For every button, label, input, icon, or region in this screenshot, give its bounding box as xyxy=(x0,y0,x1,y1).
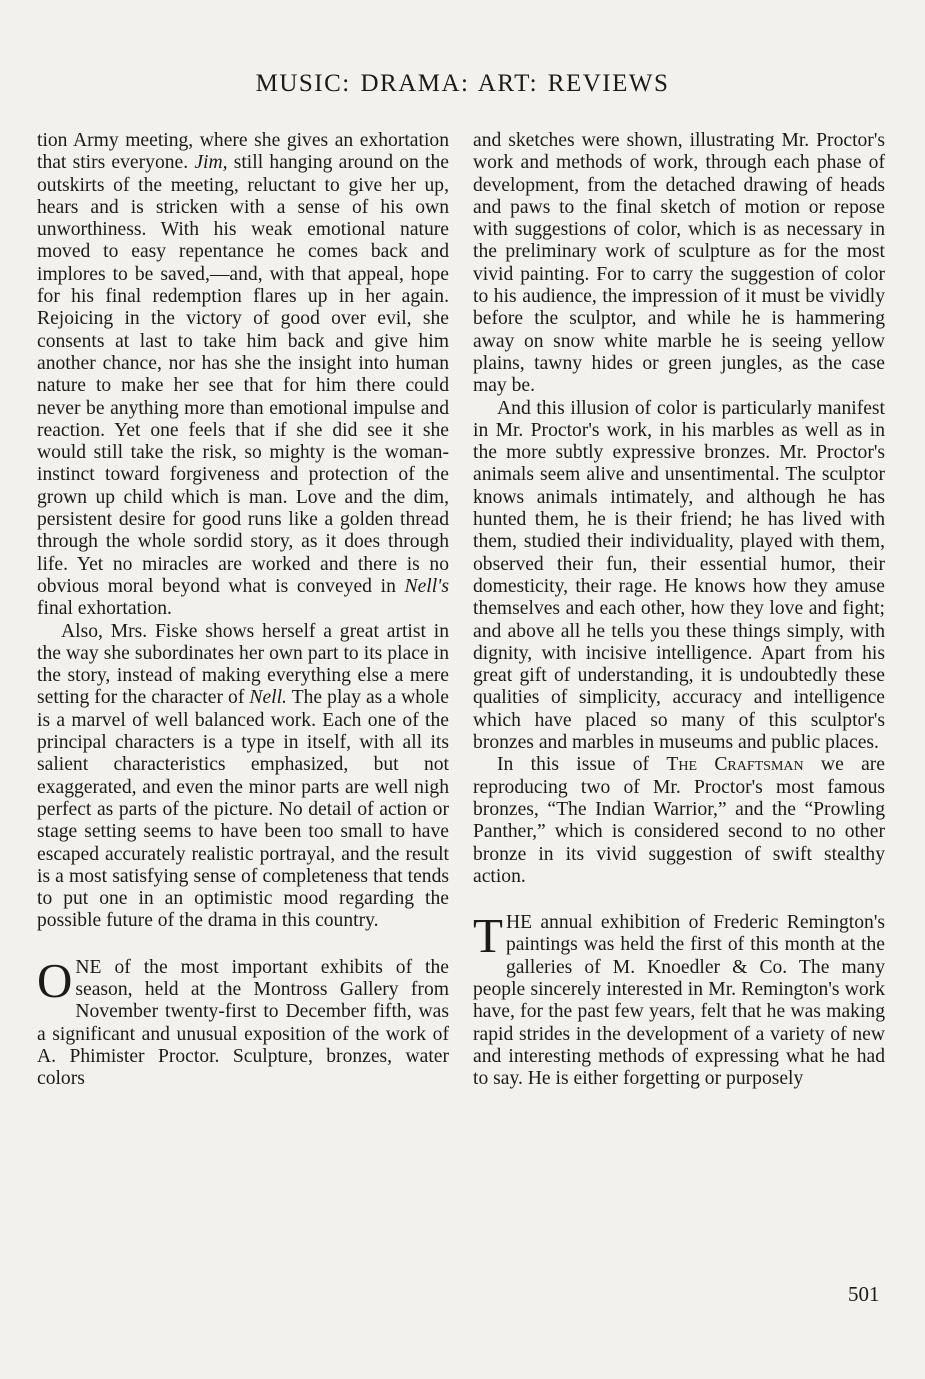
right-column xyxy=(473,130,885,1090)
paragraph-this-issue: In this issue of The Craftsman we are reproducing two of Mr. Proctor's most famous bronzes, “The Indian Warrior,” and the “Prowling Panther,” which is considered second to no other bronze in its vivid suggestion of swift stealthy action. xyxy=(473,754,886,887)
character-name-nells: Nell's xyxy=(404,575,449,597)
paragraph-sketches: and sketches were shown, illustrating Mr. Proctor's work and methods of work, through each phase of development, from the detached drawing of heads and paws to the final sketch of motion or repose with suggestions of color, which is as necessary in the preliminary work of sculpture as for the most vivid painting. For to carry the suggestion of color to his audience, the impression of it must be vividly before the sculptor, and while he is hammering away on snow white marble he is seeing yellow plains, tawny hides or green jungles, as the case may be. xyxy=(473,130,885,397)
paragraph-remington-exhibit: THE annual exhibition of Frederic Remington's paintings was held the first of this month at the galleries of M. Knoedler & Co. The many people sincerely interested in Mr. Remington's work have, for the past few years, felt that he was making rapid strides in the development of a variety of new and interesting methods of expressing what he had to say. He is either forgetting or purposely xyxy=(473,908,885,1090)
paragraph-salvation-army: tion Army meeting, where she gives an exhortation that stirs everyone. Jim, still hanging around on the outskirts of the meeting, reluctant to give her up, hears and is stricken with a sense of his own unworthiness. With his weak emotional nature moved to easy repentance he comes back and implores to be saved,—and, with that appeal, hope for his final redemption flares up in her again. Rejoicing in the victory of good over evil, she consents at last to take him back and give him another chance, nor has she the insight into human nature to make her see that for him there could never be anything more than emotional impulse and reaction. Yet one feels that if she did see it she would still take the risk, so mighty is the woman-instinct toward forgiveness and protection of the grown up child which is man. Love and the dim, persistent desire for good runs like a golden thread through the whole sordid story, as it does through life. Yet no miracles are worked and there is no obvious moral beyond what is conveyed in Nell's final exhortation. xyxy=(37,130,449,620)
drop-cap-t: T xyxy=(473,908,503,964)
paragraph-proctor-exhibit: ONE of the most important exhibits of the season, held at the Montross Gallery from November twenty-first to December fifth, was a significant and unusual exposition of the work of A. Phimister Proctor. Sculpture, bronzes, water colors xyxy=(37,952,449,1090)
section-break xyxy=(37,933,449,957)
left-column xyxy=(37,130,449,1090)
page-number: 501 xyxy=(848,1282,880,1306)
character-name-jim: Jim, xyxy=(194,152,228,174)
character-name-nell: Nell. xyxy=(249,687,287,709)
drop-cap-o: O xyxy=(37,952,73,1008)
lead-in-caps: HE xyxy=(505,912,533,934)
paragraph-illusion-of-color: And this illusion of color is particularly manifest in Mr. Proctor's work, in his marbles as well as in the more subtly expressive bronzes. Mr. Proctor's animals seem alive and unsentimental. The sculptor knows animals intimately, and although he has hunted them, he is their friend; he has lived with them, studied their individuality, played with them, observed their fun, their essential humor, their domesticity, their rage. He knows how they amuse themselves and each other, how they love and fight; and above all he tells you these things simply, with dignity, with incisive intelligence. Apart from his great gift of understanding, it is undoubtedly these qualities of simplicity, accuracy and intelligence which have placed so many of this sculptor's bronzes and marbles in museums and public places. xyxy=(473,397,885,754)
lead-in-caps: NE xyxy=(75,956,102,978)
paragraph-mrs-fiske: Also, Mrs. Fiske shows herself a great artist in the way she subordinates her own part to its place in the story, instead of making everything else a mere setting for the character of Nell. The play as a whole is a marvel of well balanced work. Each one of the principal characters is a type in itself, with all its salient characteristics emphasized, but not exaggerated, and even the minor parts are well nigh perfect as parts of the picture. No detail of action or stage setting seems to have been too small to have escaped accurately realistic portrayal, and the result is a most satisfying sense of completeness that tends to put one in an optimistic mood regarding the possible future of the drama in this country. xyxy=(37,620,449,932)
section-break xyxy=(473,888,885,912)
magazine-name: The Craftsman xyxy=(666,754,804,776)
running-header: MUSIC: DRAMA: ART: REVIEWS xyxy=(255,70,670,97)
